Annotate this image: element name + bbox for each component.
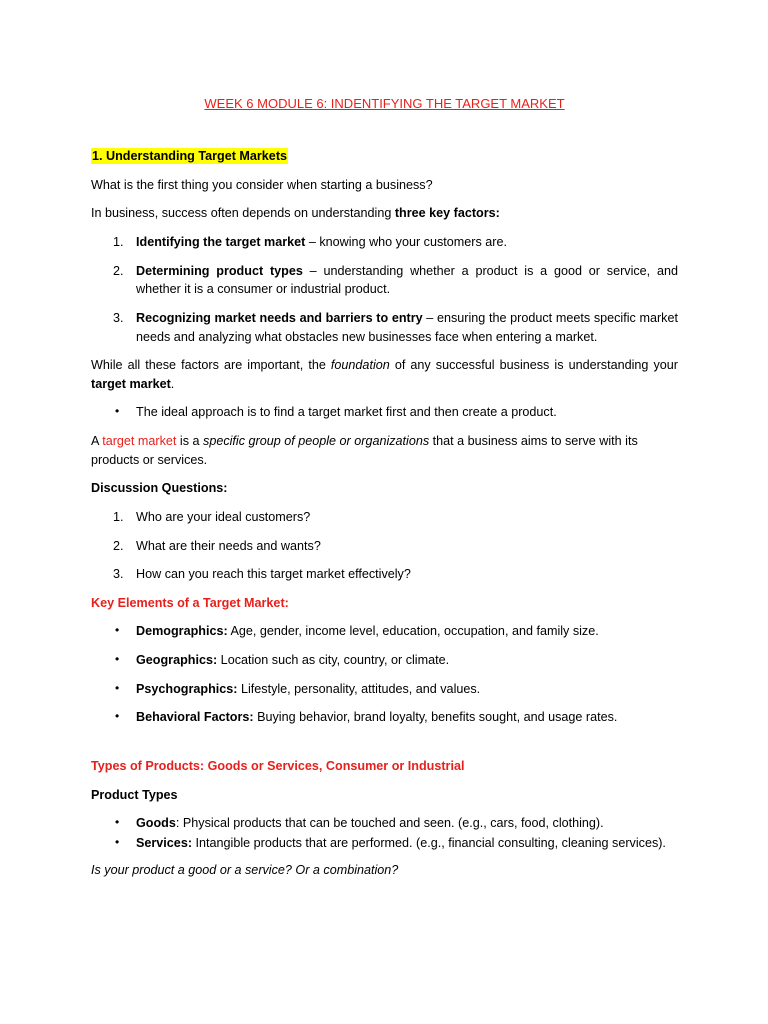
- bullet-glyph: •: [115, 404, 120, 419]
- list-item: [91, 651, 678, 670]
- list-item: [91, 262, 678, 299]
- product-text: Intangible products that are performed. (e.g., financial consulting, cleaning services).: [192, 835, 666, 850]
- list-item: [91, 834, 678, 853]
- factor-text: – knowing who your customers are.: [305, 235, 507, 250]
- foundation-text: While all these factors are important, the: [91, 358, 331, 373]
- definition-text: A: [91, 434, 103, 449]
- list-item: [91, 814, 678, 833]
- bullet-glyph: •: [115, 623, 120, 638]
- bullet-glyph: •: [115, 815, 120, 830]
- definition-text: that a business aims to serve with its products or services.: [91, 434, 638, 467]
- product-bold: Goods: [136, 816, 176, 831]
- foundation-text: of any successful business is understanding your: [389, 358, 678, 373]
- list-item: [91, 680, 678, 699]
- question-text: Who are your ideal customers?: [136, 509, 311, 524]
- list-number: 2.: [113, 538, 124, 553]
- list-number: 3.: [113, 567, 124, 582]
- product-types-heading: Types of Products: Goods or Services, Consumer or Industrial: [91, 758, 465, 773]
- definition-paragraph: [91, 432, 678, 469]
- product-text: : Physical products that can be touched and seen. (e.g., cars, food, clothing).: [175, 816, 604, 831]
- definition-text: is a: [176, 434, 204, 449]
- element-bold: Demographics:: [136, 624, 228, 639]
- element-text: Location such as city, country, or climate.: [217, 653, 450, 668]
- list-item: [91, 309, 678, 346]
- discussion-list: [91, 508, 678, 584]
- list-number: 1.: [113, 235, 124, 250]
- factor-bold: Determining product types: [136, 263, 303, 278]
- element-text: Age, gender, income level, education, occupation, and family size.: [227, 624, 599, 639]
- element-text: Buying behavior, brand loyalty, benefits sought, and usage rates.: [253, 710, 618, 725]
- approach-list: [91, 403, 678, 422]
- element-bold: Geographics:: [136, 653, 218, 668]
- section-spacer: [91, 737, 678, 757]
- element-text: Lifestyle, personality, attitudes, and values.: [237, 681, 481, 696]
- discussion-heading: Discussion Questions:: [91, 481, 228, 496]
- intro-bold: three key factors:: [394, 206, 500, 221]
- section-heading-understanding: [91, 147, 678, 166]
- page-title: WEEK 6 MODULE 6: INDENTIFYING THE TARGET MARKET: [204, 96, 565, 111]
- approach-text: The ideal approach is to find a target market first and then create a product.: [136, 405, 557, 420]
- bullet-glyph: •: [115, 680, 120, 695]
- foundation-paragraph: [91, 356, 678, 393]
- foundation-text: .: [170, 376, 175, 391]
- bullet-glyph: •: [115, 709, 120, 724]
- list-number: 2.: [113, 263, 124, 278]
- product-bold: Services:: [136, 835, 193, 850]
- product-question: Is your product a good or a service? Or a combination?: [91, 863, 399, 878]
- list-number: 3.: [113, 310, 124, 325]
- intro-paragraph: [91, 204, 678, 223]
- factor-text: – ensuring the product meets specific market needs and analyzing what obstacles new businesses face when entering a market.: [136, 310, 678, 344]
- bullet-glyph: •: [115, 652, 120, 667]
- bullet-glyph: •: [115, 834, 120, 849]
- key-factors-list: [91, 233, 678, 346]
- factor-text: – understanding whether a product is a good or service, and whether it is a consumer or industrial product.: [136, 263, 678, 297]
- list-item: [91, 403, 678, 422]
- key-elements-heading: Key Elements of a Target Market:: [91, 595, 289, 610]
- opening-question: What is the first thing you consider when starting a business?: [91, 177, 433, 192]
- list-number: 1.: [113, 509, 124, 524]
- list-item: [91, 508, 678, 527]
- product-types-list: [91, 814, 678, 852]
- foundation-bold: target market: [91, 376, 171, 391]
- list-item: [91, 233, 678, 252]
- element-bold: Psychographics:: [136, 681, 238, 696]
- list-item: [91, 565, 678, 584]
- definition-term: target market: [102, 434, 177, 449]
- list-item: [91, 537, 678, 556]
- key-elements-list: [91, 622, 678, 727]
- factor-bold: Recognizing market needs and barriers to entry: [136, 310, 423, 325]
- question-text: How can you reach this target market effectively?: [136, 567, 411, 582]
- foundation-italic: foundation: [330, 358, 390, 373]
- factor-bold: Identifying the target market: [136, 235, 306, 250]
- definition-italic: specific group of people or organizations: [203, 434, 430, 449]
- list-item: [91, 622, 678, 641]
- intro-text: In business, success often depends on understanding: [91, 206, 395, 221]
- highlighted-heading-text: 1. Understanding Target Markets: [92, 149, 288, 164]
- list-item: [91, 708, 678, 727]
- product-types-subheading: Product Types: [91, 787, 178, 802]
- element-bold: Behavioral Factors:: [136, 710, 254, 725]
- question-text: What are their needs and wants?: [136, 538, 321, 553]
